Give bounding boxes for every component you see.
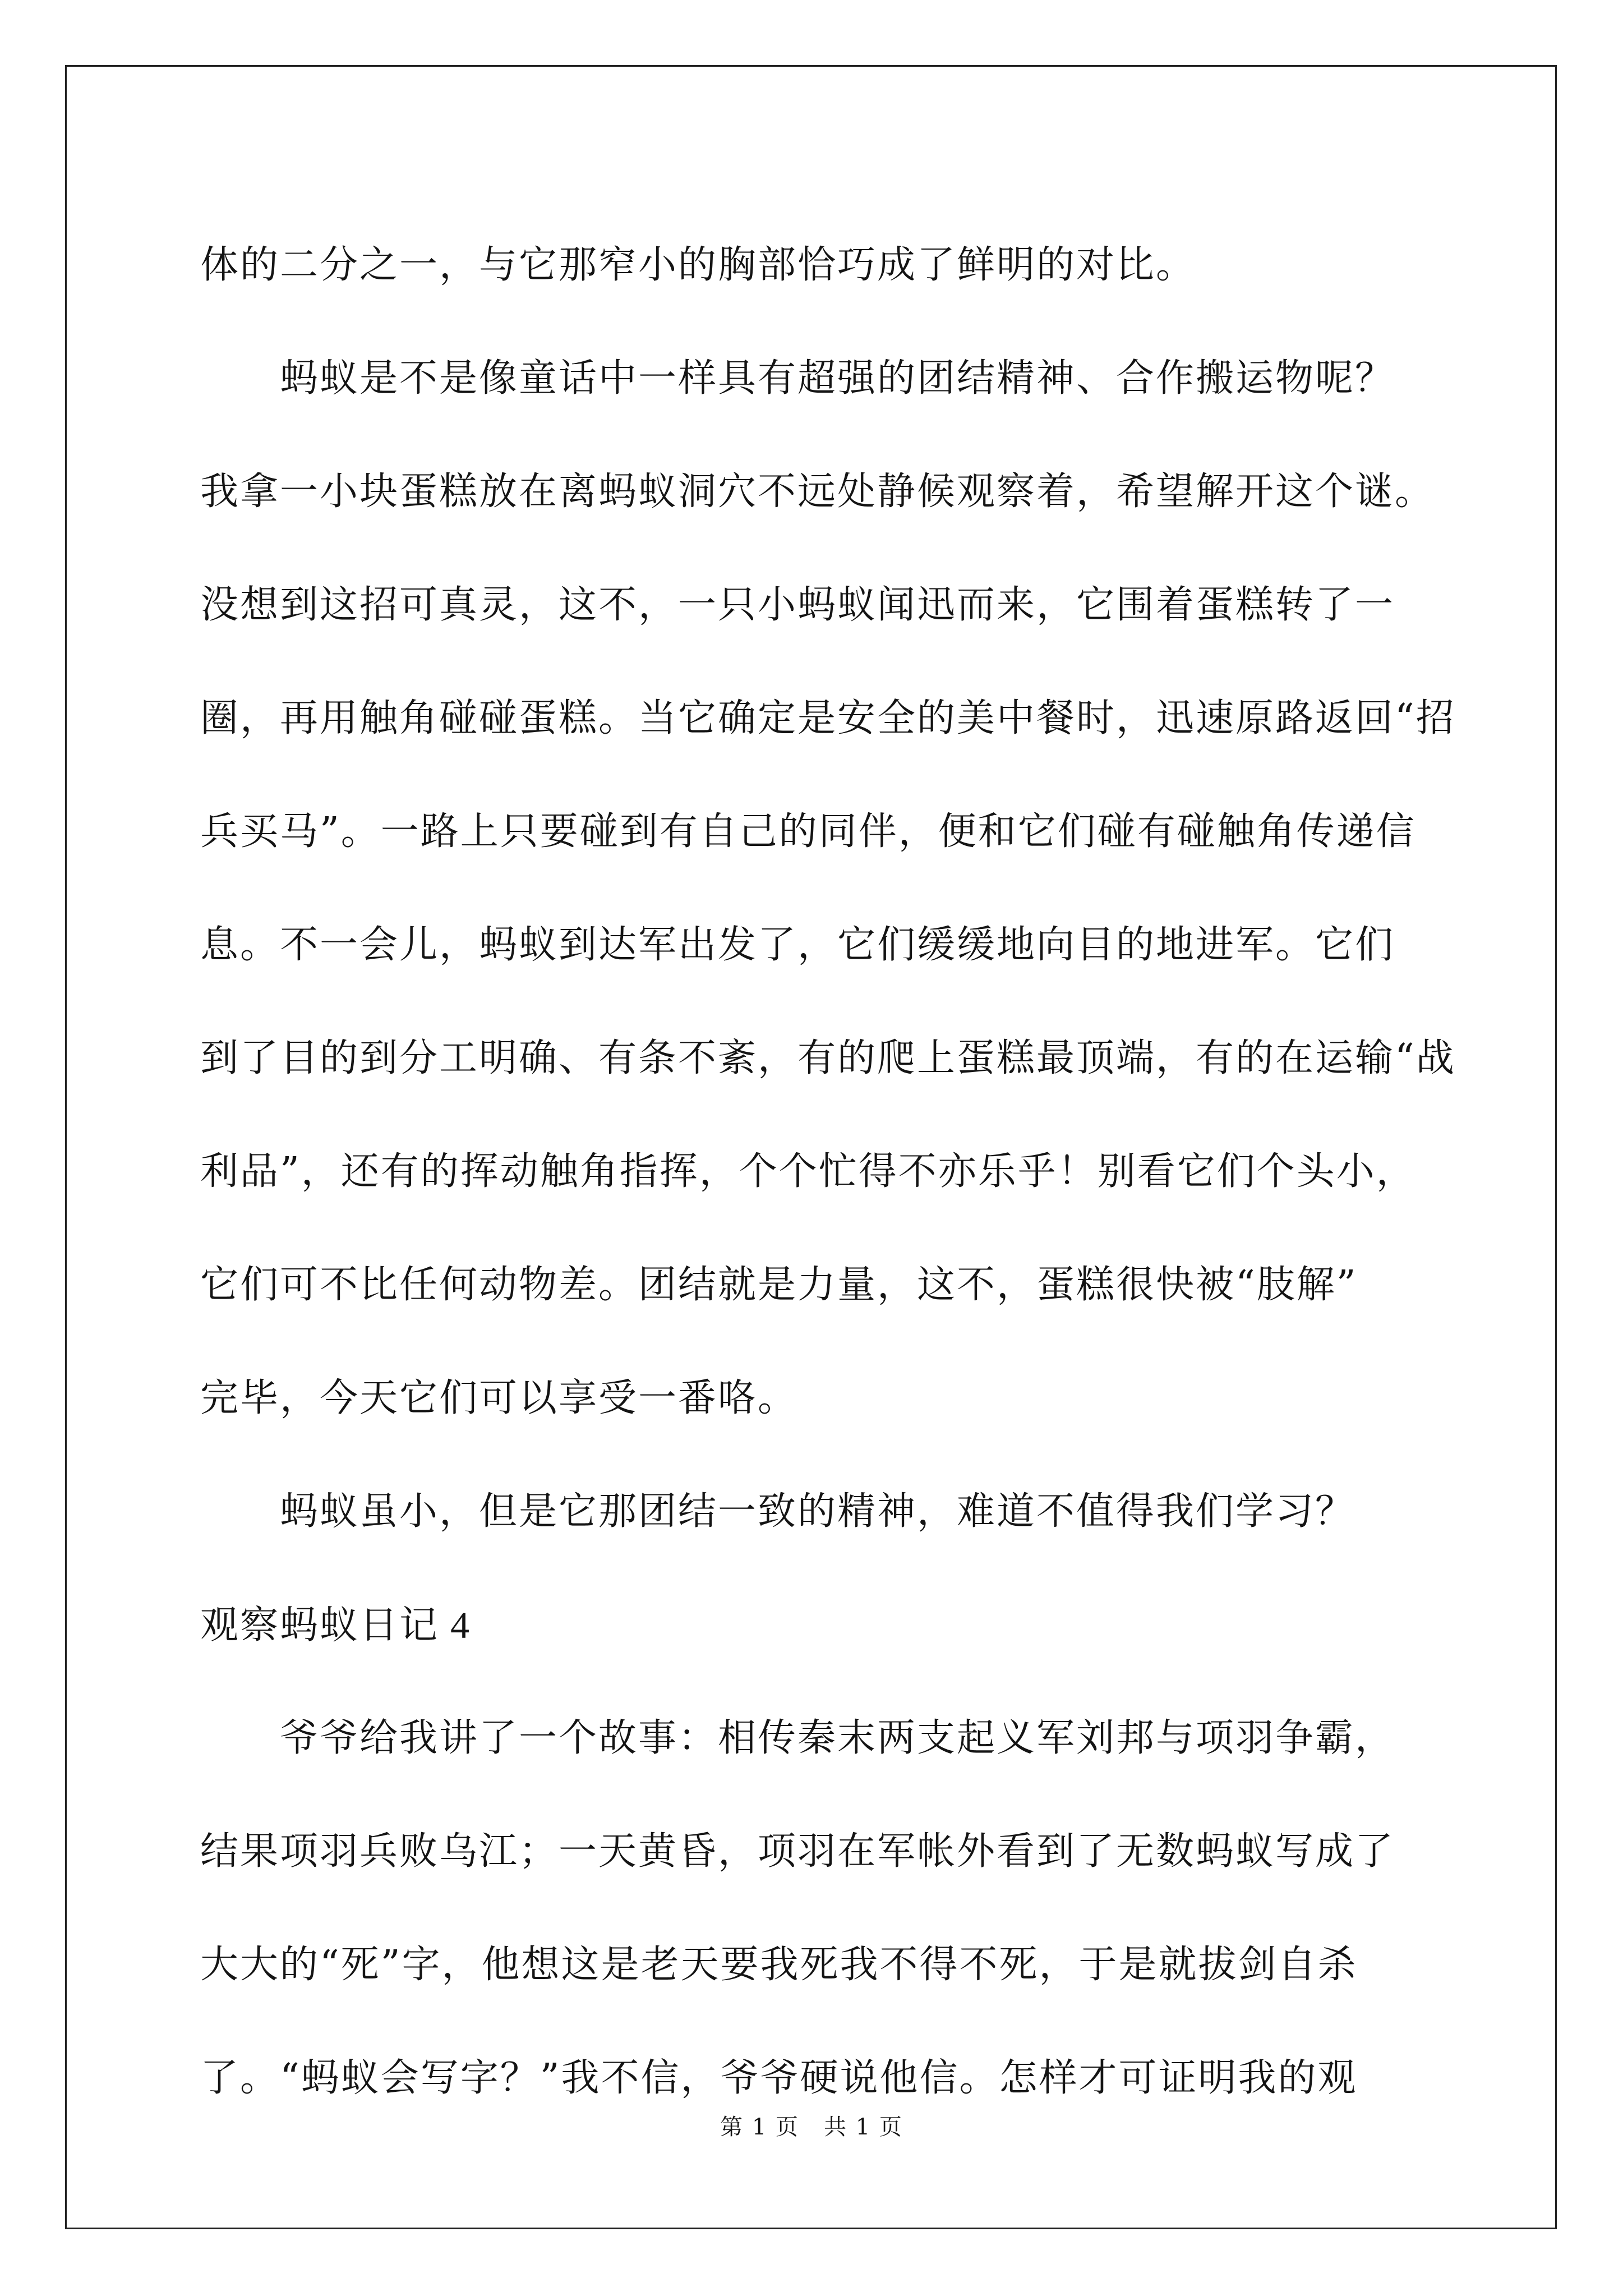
text-line: 了。“蚂蚁会写字？”我不信，爷爷硬说他信。怎样才可证明我的观 bbox=[200, 2056, 1358, 2100]
text-line: 大大的“死”字，他想这是老天要我死我不得不死，于是就拔剑自杀 bbox=[200, 1943, 1358, 1987]
paragraph-start-line: 爷爷给我讲了一个故事：相传秦末两支起义军刘邦与项羽争霸， bbox=[280, 1716, 1395, 1760]
text-line: 没想到这招可真灵，这不，一只小蚂蚁闻迅而来，它围着蛋糕转了一 bbox=[200, 583, 1395, 627]
text-line: 体的二分之一，与它那窄小的胸部恰巧成了鲜明的对比。 bbox=[200, 243, 1196, 287]
paragraph-start-line: 蚂蚁虽小，但是它那团结一致的精神，难道不值得我们学习？ bbox=[280, 1489, 1355, 1534]
text-line: 利品”，还有的挥动触角指挥，个个忙得不亦乐乎！别看它们个头小， bbox=[200, 1149, 1416, 1194]
text-line: 兵买马”。一路上只要碰到有自己的同伴，便和它们碰有碰触角传递信 bbox=[200, 809, 1416, 854]
paragraph-start-line: 蚂蚁是不是像童话中一样具有超强的团结精神、合作搬运物呢？ bbox=[280, 356, 1395, 401]
page-count: 共 1 页 bbox=[824, 2114, 903, 2140]
section-heading: 观察蚂蚁日记 4 bbox=[200, 1604, 472, 1646]
page-number: 第 1 页 bbox=[720, 2114, 799, 2140]
text-line: 息。不一会儿，蚂蚁到达军出发了，它们缓缓地向目的地进军。它们 bbox=[200, 923, 1395, 967]
text-line: 它们可不比任何动物差。团结就是力量，这不，蛋糕很快被“肢解” bbox=[200, 1263, 1358, 1307]
text-line: 完毕，今天它们可以享受一番咯。 bbox=[200, 1376, 798, 1420]
text-line: 结果项羽兵败乌江；一天黄昏，项羽在军帐外看到了无数蚂蚁写成了 bbox=[200, 1829, 1395, 1874]
text-line: 我拿一小块蛋糕放在离蚂蚁洞穴不远处静候观察着，希望解开这个谜。 bbox=[200, 470, 1435, 514]
text-line: 圈，再用触角碰碰蛋糕。当它确定是安全的美中餐时，迅速原路返回“招 bbox=[200, 696, 1456, 740]
document-body bbox=[200, 209, 1456, 2135]
page-footer bbox=[0, 2109, 1623, 2141]
text-line: 到了目的到分工明确、有条不紊，有的爬上蛋糕最顶端，有的在运输“战 bbox=[200, 1036, 1456, 1080]
